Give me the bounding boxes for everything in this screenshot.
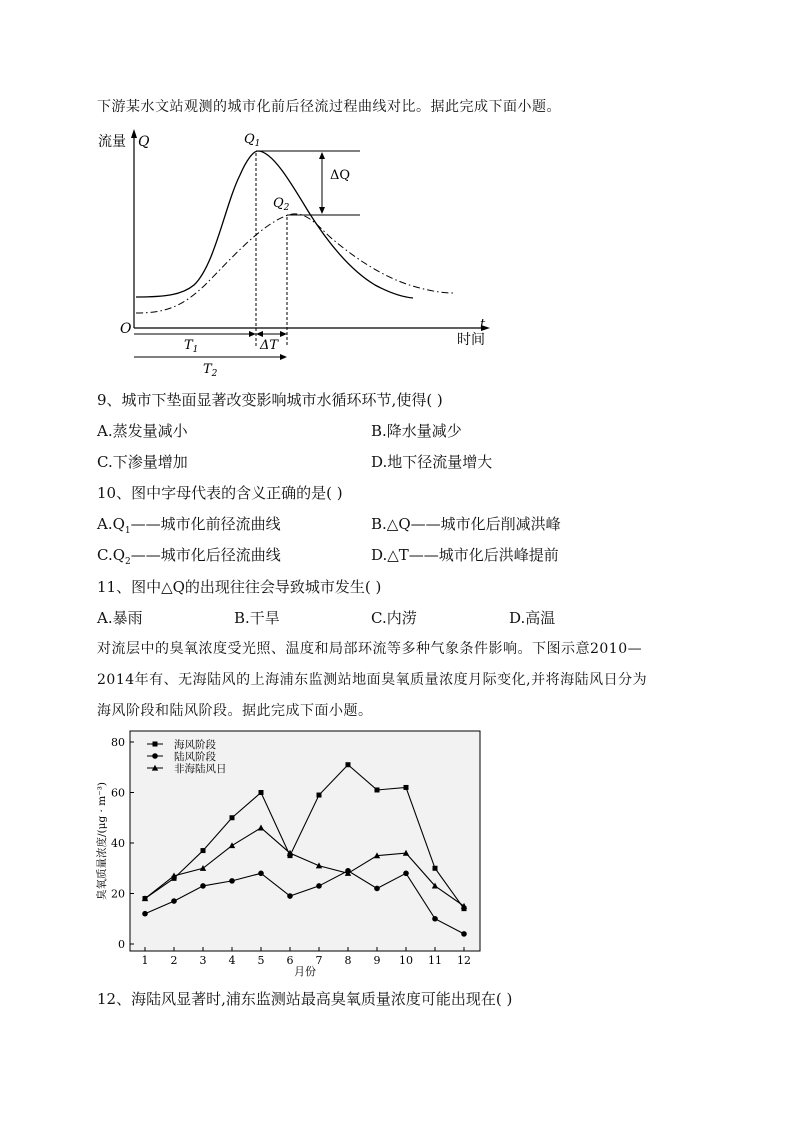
chart-y-axis-label: 臭氧质量浓度/(μg · m⁻³) (96, 782, 108, 900)
data-point-square (201, 848, 206, 853)
data-point-circle (461, 931, 467, 937)
q10-option-a[interactable]: $A.Q_1——$城市化前径流曲线 (97, 515, 281, 536)
hydro-t1-label: $T_1$ (184, 338, 199, 355)
q11-option-a[interactable]: A.暴雨 (97, 609, 143, 627)
y-tick-label: 20 (111, 887, 125, 901)
q12-stem: 12、海陆风显著时,浦东监测站最高臭氧质量浓度可能出现在( ) (97, 990, 513, 1008)
intro-text-hydrograph: 下游某水文站观测的城市化前后径流过程曲线对比。据此完成下面小题。 (97, 99, 561, 115)
data-point-square (317, 793, 322, 798)
hydro-q2-label: $Q_2$ (273, 196, 290, 213)
legend-marker-square (153, 742, 158, 747)
x-tick-label: 11 (428, 954, 442, 967)
q9-stem: 9、城市下垫面显著改变影响城市水循环环节,使得( ) (97, 391, 443, 409)
data-point-circle (316, 883, 322, 889)
intro-text-ozone-line1: 对流层中的臭氧浓度受光照、温度和局部环流等多种气象条件影响。下图示意2010— (97, 641, 643, 657)
x-tick-label: 4 (228, 954, 236, 967)
x-tick-label: 7 (315, 954, 323, 967)
data-point-circle (432, 916, 438, 922)
data-point-square (259, 790, 264, 795)
intro-text-ozone-line3: 海风阶段和陆风阶段。据此完成下面小题。 (97, 703, 373, 719)
q9-option-b[interactable]: B.降水量减少 (371, 422, 462, 440)
q11-option-d[interactable]: D.高温 (509, 609, 556, 627)
q11-option-c[interactable]: C.内涝 (371, 609, 417, 627)
q10-option-b[interactable]: B.△Q——城市化后削减洪峰 (371, 515, 561, 533)
data-point-square (375, 787, 380, 792)
legend-label: 非海陆风日 (174, 763, 227, 775)
data-point-square (433, 866, 438, 871)
legend-label: 海风阶段 (174, 739, 216, 751)
hydro-y-label: 流量 (98, 134, 126, 150)
q10-stem: 10、图中字母代表的含义正确的是( ) (97, 484, 343, 502)
q11-option-b[interactable]: B.干旱 (234, 609, 280, 627)
hydro-x-symbol: t (480, 317, 486, 332)
hydro-q1-label: $Q_1$ (244, 132, 261, 149)
y-tick-label: 60 (111, 786, 125, 800)
x-tick-label: 10 (399, 954, 413, 967)
hydro-dq-arrowhead-top (319, 152, 325, 159)
q9-option-d[interactable]: D.地下径流量增大 (371, 453, 493, 471)
hydro-t2-arrowhead (280, 354, 287, 360)
q9-option-a[interactable]: A.蒸发量减小 (97, 422, 188, 440)
hydrograph-figure (90, 125, 510, 380)
x-tick-label: 2 (170, 954, 178, 967)
chart-x-axis-label: 月份 (294, 965, 316, 978)
q9-option-c[interactable]: C.下渗量增加 (97, 453, 188, 471)
x-tick-label: 12 (457, 954, 471, 967)
hydro-curve-after (136, 151, 413, 298)
data-point-circle (200, 883, 206, 889)
data-point-circle (403, 871, 409, 877)
legend-marker-circle (152, 753, 158, 759)
hydro-dt-arrowhead-left (256, 331, 263, 337)
hydro-origin: O (120, 321, 132, 337)
hydro-t1-arrowhead (249, 331, 256, 337)
hydro-dq-label: ΔQ (330, 168, 351, 183)
hydro-y-symbol: Q (138, 134, 150, 150)
legend-label: 陆风阶段 (174, 751, 216, 763)
x-tick-label: 5 (257, 954, 265, 967)
data-point-square (230, 815, 235, 820)
intro-text-ozone-line2: 2014年有、无海陆风的上海浦东监测站地面臭氧质量浓度月际变化,并将海陆风日分为 (97, 672, 648, 688)
data-point-circle (229, 878, 235, 884)
hydro-x-label: 时间 (457, 332, 485, 348)
data-point-square (404, 785, 409, 790)
hydro-curve-before (136, 214, 455, 313)
x-tick-label: 8 (344, 954, 352, 967)
y-tick-label: 80 (111, 736, 125, 749)
hydro-y-arrow (131, 129, 137, 138)
x-tick-label: 3 (199, 954, 207, 967)
y-tick-label: 0 (118, 938, 125, 951)
hydro-t2-label: $T_2$ (203, 362, 218, 379)
q11-stem: 11、图中△Q的出现往往会导致城市发生( ) (97, 578, 382, 596)
x-tick-label: 1 (141, 954, 149, 967)
q10-option-c[interactable]: $C.Q_2——$城市化后径流曲线 (97, 546, 281, 567)
data-point-circle (374, 886, 380, 892)
hydro-dq-arrowhead-bottom (319, 207, 325, 214)
x-tick-label: 6 (286, 954, 294, 967)
data-point-circle (142, 911, 148, 917)
data-point-square (346, 762, 351, 767)
hydro-dt-arrowhead-right (280, 331, 287, 337)
ozone-line-chart (90, 728, 490, 980)
data-point-circle (258, 871, 264, 877)
hydro-dt-label: ΔT (260, 338, 279, 353)
data-point-circle (171, 898, 177, 904)
q10-option-d[interactable]: D.△T——城市化后洪峰提前 (371, 546, 559, 564)
x-tick-label: 9 (373, 954, 381, 967)
data-point-circle (287, 893, 293, 899)
y-tick-label: 40 (111, 837, 125, 850)
